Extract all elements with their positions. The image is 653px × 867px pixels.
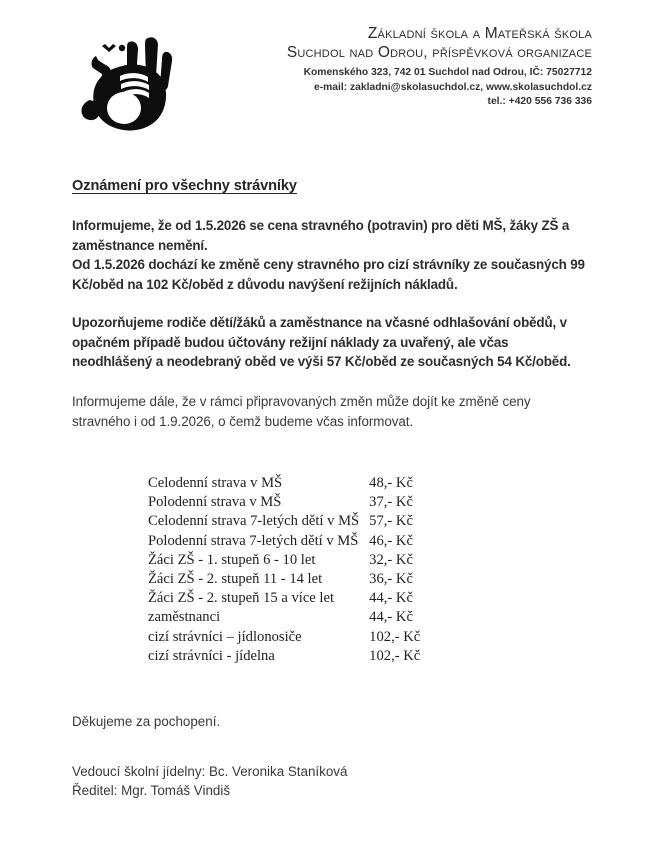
thanks-line: Děkujeme za pochopení. xyxy=(72,714,221,729)
price-row-label: Žáci ZŠ - 1. stupeň 6 - 10 let xyxy=(148,551,316,568)
price-row-amount: 44,- Kč xyxy=(369,609,413,626)
letterhead xyxy=(0,26,653,136)
price-row-amount: 37,- Kč xyxy=(369,494,413,511)
price-row-amount: 102,- Kč xyxy=(369,628,421,645)
closing-block xyxy=(72,712,592,801)
price-row-amount: 102,- Kč xyxy=(369,647,421,664)
notice-title: Oznámení pro všechny strávníky xyxy=(72,178,297,194)
table-row xyxy=(148,628,455,647)
organization-identity xyxy=(287,26,592,110)
price-list-body xyxy=(148,474,455,666)
notice-body xyxy=(72,178,592,431)
price-row-label: cizí strávníci – jídlonosiče xyxy=(148,628,302,645)
price-row-label: Žáci ZŠ - 2. stupeň 15 a více let xyxy=(148,590,335,607)
price-row-amount: 48,- Kč xyxy=(369,475,413,491)
table-row xyxy=(148,570,455,589)
table-row xyxy=(148,512,455,531)
price-row-amount: 32,- Kč xyxy=(369,551,413,568)
table-row xyxy=(148,532,455,551)
price-row-amount: 44,- Kč xyxy=(369,590,413,607)
organization-name-line1: Základní škola a Mateřská škola xyxy=(367,25,592,42)
table-row xyxy=(148,493,455,512)
table-row xyxy=(148,647,455,666)
price-row-label: zaměstnanci xyxy=(148,609,221,626)
price-list-table xyxy=(148,474,455,666)
notice-paragraph-price-unchanged: Informujeme, že od 1.5.2026 se cena stravného (potravin) pro děti MŠ, žáky ZŠ a zaměstnance nemění. xyxy=(72,218,570,253)
notice-paragraph-external-price-change: Od 1.5.2026 dochází ke změně ceny stravného pro cizí strávníky ze současných 99 Kč/oběd na 102 Kč/oběd z důvodu navýšení režijních nákladů. xyxy=(72,257,585,292)
price-row-amount: 46,- Kč xyxy=(369,532,413,549)
table-row xyxy=(148,551,455,570)
notice-paragraph-cancellation-warning: Upozorňujeme rodiče dětí/žáků a zaměstnance na včasné odhlašování obědů, v opačném případě budou účtovány režijní náklady za uvařený, ale včas neodhlášený a neodebraný oběd ve výši 57 Kč/oběd ze současných 54 Kč/oběd. xyxy=(72,315,571,370)
notice-paragraph-future-change: Informujeme dále, že v rámci připravovaných změn může dojít ke změně ceny stravného i od 1.9.2026, o čemž budeme včas informovat. xyxy=(72,393,531,429)
director-line: Ředitel: Mgr. Tomáš Vindiš xyxy=(72,783,231,799)
table-row xyxy=(148,608,455,627)
price-row-label: Celodenní strava v MŠ xyxy=(148,475,283,491)
signature-block xyxy=(72,762,592,801)
handprint-logo xyxy=(72,30,184,134)
organization-name-line2: Suchdol nad Odrou, příspěvková organizace xyxy=(286,43,592,61)
price-row-label: cizí strávníci - jídelna xyxy=(148,647,275,664)
price-row-label: Celodenní strava 7-letých dětí v MŠ xyxy=(148,513,360,530)
price-row-label: Žáci ZŠ - 2. stupeň 11 - 14 let xyxy=(148,571,323,588)
price-row-amount: 57,- Kč xyxy=(369,513,413,530)
organization-address: Komenského 323, 742 01 Suchdol nad Odrou, IČ: 75027712 xyxy=(303,67,592,78)
organization-email-website: e-mail: zakladni@skolasuchdol.cz, www.skolasuchdol.cz xyxy=(313,81,592,93)
price-row-amount: 36,- Kč xyxy=(369,571,413,588)
organization-phone: tel.: +420 556 736 336 xyxy=(487,96,592,108)
table-row xyxy=(148,474,455,493)
price-row-label: Polodenní strava v MŠ xyxy=(148,494,282,511)
canteen-manager-line: Vedoucí školní jídelny: Bc. Veronika Staníková xyxy=(72,763,348,779)
table-row xyxy=(148,589,455,608)
price-row-label: Polodenní strava 7-letých dětí v MŠ xyxy=(148,532,359,549)
